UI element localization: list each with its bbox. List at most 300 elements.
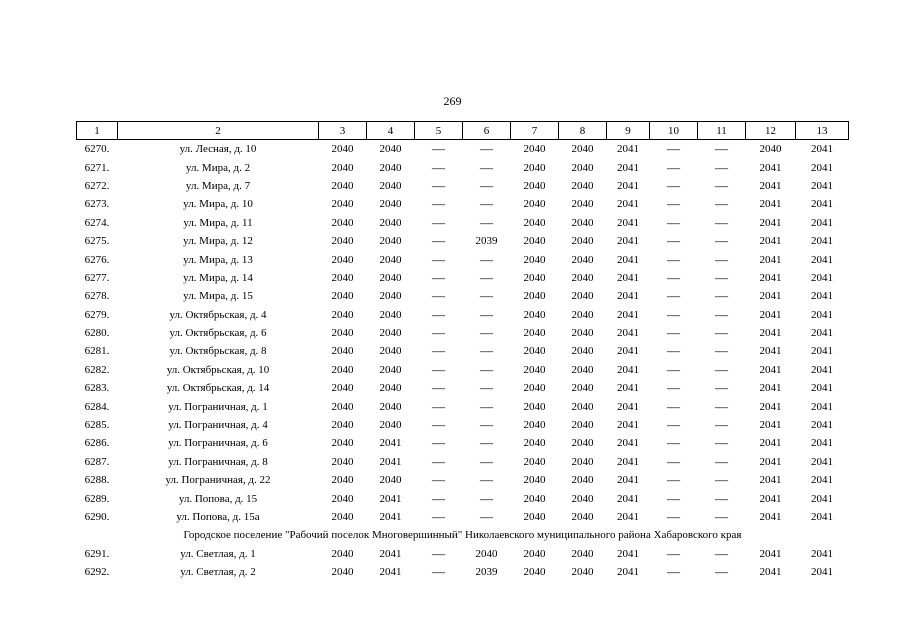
address-cell: ул. Попова, д. 15 [178,492,258,505]
table-row [77,545,849,563]
table-row [77,195,849,213]
year-cell: 2040 [571,474,594,487]
year-cell: 2040 [523,198,546,211]
year-cell: — [480,453,493,469]
row-number: 6278. [84,290,110,303]
year-cell: — [480,380,493,396]
year-cell: — [667,159,680,175]
year-cell: — [667,325,680,341]
year-cell: — [667,361,680,377]
row-number: 6290. [84,511,110,523]
year-cell: 2041 [379,455,402,468]
year-cell: — [667,196,680,212]
year-cell: 2040 [331,235,354,248]
year-cell: 2041 [811,308,833,321]
year-cell: 2040 [331,455,354,468]
year-cell: 2040 [523,492,546,505]
year-cell: — [480,325,493,341]
year-cell: — [667,141,680,157]
year-cell: 2040 [523,253,546,266]
year-cell: 2040 [571,253,594,266]
year-cell: 2040 [523,437,546,450]
year-cell: — [667,417,680,433]
year-cell: — [667,380,680,396]
year-cell: 2041 [759,492,782,505]
year-cell: 2041 [759,161,782,174]
year-cell: — [715,380,728,396]
year-cell: — [480,361,493,377]
year-cell: — [480,306,493,322]
year-cell: 2040 [571,271,594,284]
year-cell: 2040 [523,271,546,284]
year-cell: 2040 [331,290,354,303]
table-row [77,489,849,507]
table-row [77,471,849,489]
year-cell: 2041 [811,492,833,505]
address-cell: ул. Октябрьская, д. 10 [166,363,270,376]
year-cell: — [432,398,445,414]
year-cell: 2040 [571,382,594,395]
address-cell: ул. Октябрьская, д. 8 [169,345,267,358]
year-cell: 2040 [571,327,594,340]
column-header: 8 [559,122,607,140]
address-cell: ул. Пограничная, д. 22 [165,474,271,487]
year-cell: — [715,306,728,322]
row-number: 6282. [84,363,110,376]
year-cell: 2041 [617,492,639,505]
year-cell: — [432,545,445,561]
year-cell: — [715,564,728,580]
year-cell: 2040 [571,492,594,505]
year-cell: 2040 [331,198,354,211]
year-cell: — [432,380,445,396]
year-cell: — [667,177,680,193]
row-number: 6274. [84,216,110,229]
row-number: 6275. [84,235,110,248]
table-row [77,453,849,471]
year-cell: 2041 [617,179,639,192]
year-cell: 2041 [811,400,833,413]
year-cell: 2041 [811,271,833,284]
address-cell: ул. Мира, д. 10 [183,198,253,211]
year-cell: 2040 [571,308,594,321]
year-cell: 2041 [759,511,782,523]
year-cell: 2040 [331,216,354,229]
year-cell: 2041 [759,216,782,229]
table-row [77,250,849,268]
table-row [77,342,849,360]
address-cell: ул. Мира, д. 12 [183,235,253,248]
address-cell: ул. Пограничная, д. 8 [168,455,268,468]
row-number: 6291. [84,547,110,560]
address-cell: ул. Мира, д. 7 [185,179,251,192]
year-cell: — [480,490,493,506]
year-cell: 2040 [571,345,594,358]
year-cell: — [715,490,728,506]
year-cell: — [432,361,445,377]
year-cell: 2040 [379,161,402,174]
year-cell: 2040 [571,161,594,174]
year-cell: — [432,343,445,359]
year-cell: — [432,490,445,506]
column-header: 2 [118,122,319,140]
page-number: 269 [443,94,462,108]
year-cell: 2040 [379,235,402,248]
year-cell: 2040 [523,547,546,560]
year-cell: — [715,545,728,561]
column-header: 5 [415,122,463,140]
row-number: 6279. [84,308,110,321]
table-row [77,306,849,324]
year-cell: 2041 [811,511,833,523]
year-cell: 2040 [523,419,546,432]
year-cell: 2040 [523,345,546,358]
year-cell: — [667,490,680,506]
year-cell: 2040 [523,400,546,413]
year-cell: 2040 [523,566,546,579]
year-cell: — [667,306,680,322]
year-cell: 2040 [379,216,402,229]
year-cell: 2041 [617,143,639,156]
year-cell: 2040 [571,235,594,248]
year-cell: — [667,564,680,580]
year-cell: 2041 [617,253,639,266]
year-cell: — [715,233,728,249]
row-number: 6276. [84,253,110,266]
year-cell: — [480,288,493,304]
table-row [77,379,849,397]
year-cell: — [715,472,728,488]
year-cell: 2041 [811,566,833,579]
year-cell: 2041 [811,161,833,174]
year-cell: 2040 [379,290,402,303]
year-cell: 2041 [617,308,639,321]
year-cell: — [667,453,680,469]
year-cell: 2040 [571,437,594,450]
address-cell: ул. Попова, д. 15а [176,511,260,523]
year-cell: — [432,251,445,267]
table-row [77,177,849,195]
year-cell: 2040 [379,253,402,266]
year-cell: 2041 [379,547,402,560]
year-cell: 2041 [617,161,639,174]
column-header: 11 [698,122,746,140]
column-header: 9 [607,122,650,140]
year-cell: 2041 [379,437,402,450]
year-cell: — [715,159,728,175]
year-cell: 2040 [759,143,782,156]
year-cell: — [480,177,493,193]
address-cell: ул. Светлая, д. 2 [180,566,256,579]
year-cell: — [480,251,493,267]
year-cell: 2040 [331,547,354,560]
year-cell: — [432,177,445,193]
year-cell: 2041 [811,235,833,248]
year-cell: 2040 [523,143,546,156]
year-cell: 2041 [759,363,782,376]
year-cell: 2041 [811,179,833,192]
year-cell: 2040 [331,161,354,174]
year-cell: 2041 [617,382,639,395]
year-cell: — [715,325,728,341]
column-header: 3 [319,122,367,140]
header-row [77,122,849,140]
year-cell: 2041 [617,216,639,229]
year-cell: 2040 [523,216,546,229]
year-cell: — [480,196,493,212]
year-cell: 2040 [571,143,594,156]
year-cell: — [480,343,493,359]
section-title: Городское поселение "Рабочий поселок Многовершинный" Николаевского муниципального района Хабаровского края [183,529,742,542]
year-cell: 2040 [571,198,594,211]
year-cell: 2040 [523,327,546,340]
year-cell: — [715,269,728,285]
year-cell: 2041 [811,327,833,340]
year-cell: 2040 [331,492,354,505]
year-cell: 2040 [379,327,402,340]
year-cell: 2041 [617,198,639,211]
year-cell: 2041 [759,474,782,487]
year-cell: 2041 [759,345,782,358]
year-cell: — [480,269,493,285]
year-cell: 2040 [523,474,546,487]
year-cell: 2040 [331,143,354,156]
address-cell: ул. Октябрьская, д. 14 [166,382,270,395]
section-row [77,526,849,544]
year-cell: 2040 [571,363,594,376]
year-cell: 2041 [759,437,782,450]
year-cell: 2040 [571,566,594,579]
year-cell: 2041 [379,566,402,579]
section-block [77,526,849,544]
row-number: 6280. [84,327,110,340]
year-cell: — [432,453,445,469]
row-number: 6285. [84,419,110,432]
year-cell: — [432,159,445,175]
year-cell: 2040 [571,179,594,192]
address-cell: ул. Пограничная, д. 4 [168,419,268,432]
column-header: 4 [367,122,415,140]
row-number: 6273. [84,198,110,211]
year-cell: 2040 [523,382,546,395]
year-cell: 2041 [759,382,782,395]
year-cell: 2041 [811,547,833,560]
table-row [77,140,849,159]
year-cell: 2040 [379,345,402,358]
table-row [77,434,849,452]
column-header: 13 [796,122,849,140]
year-cell: 2041 [759,179,782,192]
column-header: 10 [650,122,698,140]
year-cell: — [480,398,493,414]
year-cell: 2041 [811,216,833,229]
year-cell: 2040 [331,437,354,450]
year-cell: 2041 [811,437,833,450]
year-cell: 2040 [379,400,402,413]
year-cell: — [667,233,680,249]
year-cell: — [432,141,445,157]
address-cell: ул. Пограничная, д. 6 [168,437,268,450]
year-cell: — [667,545,680,561]
table-row [77,287,849,305]
year-cell: 2040 [331,382,354,395]
year-cell: — [480,417,493,433]
year-cell: 2040 [331,474,354,487]
year-cell: 2041 [811,382,833,395]
table-row [77,232,849,250]
table-row [77,416,849,434]
address-cell: ул. Пограничная, д. 1 [168,400,268,413]
year-cell: 2040 [571,400,594,413]
year-cell: 2040 [523,290,546,303]
year-cell: 2041 [811,419,833,432]
column-header: 12 [746,122,796,140]
address-cell: ул. Лесная, д. 10 [179,143,257,156]
year-cell: 2041 [759,253,782,266]
year-cell: — [432,472,445,488]
year-cell: 2041 [759,400,782,413]
table-row [77,508,849,526]
year-cell: 2041 [617,566,639,579]
year-cell: 2040 [571,216,594,229]
table-row [77,361,849,379]
column-header: 7 [511,122,559,140]
year-cell: — [715,177,728,193]
year-cell: 2040 [523,179,546,192]
address-cell: ул. Октябрьская, д. 4 [169,308,267,321]
year-cell: 2041 [617,271,639,284]
year-cell: — [432,214,445,230]
year-cell: — [432,509,445,524]
year-cell: — [715,141,728,157]
year-cell: — [432,564,445,580]
address-cell: ул. Мира, д. 13 [183,253,253,266]
table-row [77,563,849,581]
year-cell: — [667,343,680,359]
year-cell: 2040 [331,253,354,266]
year-cell: — [715,453,728,469]
year-cell: 2040 [523,235,546,248]
year-cell: 2041 [617,400,639,413]
year-cell: 2040 [331,419,354,432]
year-cell: 2041 [811,253,833,266]
year-cell: — [667,288,680,304]
year-cell: 2039 [475,235,498,248]
year-cell: 2041 [617,547,639,560]
table-row [77,397,849,415]
year-cell: — [667,509,680,524]
row-number: 6289. [84,492,110,505]
year-cell: — [480,509,493,524]
year-cell: 2041 [617,345,639,358]
year-cell: 2041 [759,271,782,284]
year-cell: 2041 [379,492,402,505]
row-number: 6292. [84,566,110,579]
year-cell: 2040 [379,308,402,321]
year-cell: 2041 [811,455,833,468]
table-row [77,158,849,176]
year-cell: 2040 [571,290,594,303]
year-cell: 2041 [759,327,782,340]
year-cell: — [432,269,445,285]
year-cell: 2041 [759,235,782,248]
year-cell: 2041 [617,474,639,487]
year-cell: — [667,435,680,451]
year-cell: — [715,214,728,230]
year-cell: 2040 [331,511,354,523]
year-cell: — [715,343,728,359]
year-cell: 2040 [523,455,546,468]
year-cell: 2041 [759,290,782,303]
address-cell: ул. Мира, д. 2 [185,161,251,174]
year-cell: — [480,214,493,230]
year-cell: 2041 [759,566,782,579]
year-cell: 2040 [379,474,402,487]
year-cell: 2040 [379,382,402,395]
table-body [77,140,849,527]
year-cell: — [667,214,680,230]
year-cell: 2041 [759,455,782,468]
year-cell: 2040 [523,308,546,321]
year-cell: — [667,472,680,488]
row-number: 6287. [84,455,110,468]
year-cell: 2041 [617,290,639,303]
year-cell: — [667,398,680,414]
year-cell: 2040 [571,547,594,560]
address-cell: ул. Мира, д. 15 [183,290,253,303]
year-cell: 2041 [759,547,782,560]
row-number: 6284. [84,400,110,413]
year-cell: 2040 [331,566,354,579]
year-cell: 2040 [523,363,546,376]
year-cell: — [480,141,493,157]
year-cell: — [432,233,445,249]
address-cell: ул. Мира, д. 11 [183,216,253,229]
year-cell: — [432,325,445,341]
table-row [77,269,849,287]
row-number: 6270. [84,143,110,156]
row-number: 6283. [84,382,110,395]
year-cell: 2039 [475,566,498,579]
year-cell: — [715,435,728,451]
year-cell: 2040 [331,179,354,192]
year-cell: 2041 [617,327,639,340]
year-cell: 2040 [379,363,402,376]
year-cell: 2041 [759,419,782,432]
column-header: 6 [463,122,511,140]
year-cell: 2041 [759,198,782,211]
address-cell: ул. Октябрьская, д. 6 [169,327,267,340]
year-cell: 2041 [811,143,833,156]
year-cell: — [667,269,680,285]
year-cell: 2040 [331,271,354,284]
year-cell: — [715,417,728,433]
row-number: 6271. [84,161,110,174]
year-cell: — [715,288,728,304]
year-cell: 2041 [617,419,639,432]
year-cell: 2041 [617,455,639,468]
year-cell: 2040 [523,161,546,174]
year-cell: 2041 [811,290,833,303]
row-number: 6286. [84,437,110,450]
table-row [77,324,849,342]
year-cell: — [480,159,493,175]
address-cell: ул. Светлая, д. 1 [180,547,256,560]
year-cell: — [715,251,728,267]
year-cell: 2040 [379,198,402,211]
column-header: 1 [77,122,118,140]
year-cell: 2041 [617,437,639,450]
